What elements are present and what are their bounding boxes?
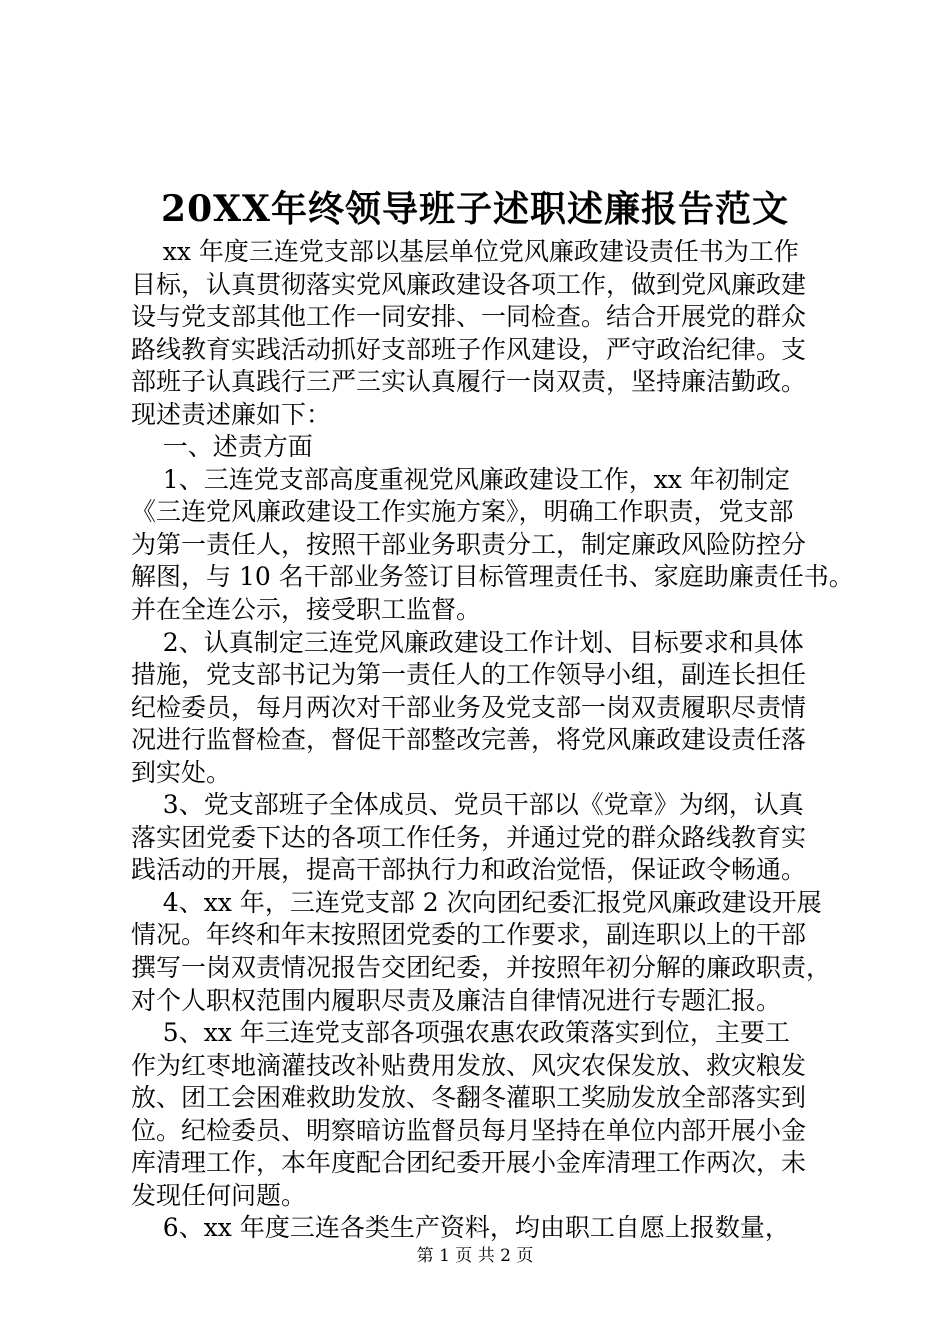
body-line: 4、xx 年，三连党支部 2 次向团纪委汇报党风廉政建设开展	[131, 887, 822, 917]
body-line: 现述责述廉如下：	[131, 399, 332, 429]
body-line: 并在全连公示，接受职工监督。	[131, 595, 482, 625]
body-line: 况进行监督检查，督促干部整改完善，将党风廉政建设责任落	[131, 725, 807, 755]
body-line: 目标，认真贯彻落实党风廉政建设各项工作，做到党风廉政建	[131, 269, 807, 299]
body-line: 3、党支部班子全体成员、党员干部以《党章》为纲，认真	[131, 790, 804, 820]
body-line: 作为红枣地滴灌技改补贴费用发放、风灾农保发放、救灾粮发	[131, 1050, 807, 1080]
body-line: xx 年度三连党支部以基层单位党风廉政建设责任书为工作	[131, 237, 799, 266]
body-line: 到实处。	[131, 757, 232, 787]
body-line: 部班子认真践行三严三实认真履行一岗双责，坚持廉洁勤政。	[131, 367, 807, 397]
document-body	[131, 236, 854, 1245]
body-line: 放、团工会困难救助发放、冬翻冬灌职工奖励发放全部落实到	[131, 1083, 807, 1113]
body-line: 1、三连党支部高度重视党风廉政建设工作，xx 年初制定	[131, 464, 790, 494]
body-line: 措施，党支部书记为第一责任人的工作领导小组，副连长担任	[131, 660, 807, 690]
body-line: 库清理工作，本年度配合团纪委开展小金库清理工作两次，未	[131, 1148, 807, 1178]
body-line: 解图，与 10 名干部业务签订目标管理责任书、家庭助廉责任书。	[131, 562, 854, 592]
body-line: 对个人职权范围内履职尽责及廉洁自律情况进行专题汇报。	[131, 985, 782, 1015]
body-line: 发现任何问题。	[131, 1180, 307, 1210]
body-line: 撰写一岗双责情况报告交团纪委，并按照年初分解的廉政职责，	[131, 953, 832, 983]
section-heading: 一、述责方面	[131, 432, 313, 462]
body-line: 6、xx 年度三连各类生产资料，均由职工自愿上报数量，	[131, 1213, 790, 1243]
body-line: 5、xx 年三连党支部各项强农惠农政策落实到位，主要工	[131, 1018, 790, 1048]
page-footer: 第 1 页 共 2 页	[416, 1246, 534, 1266]
body-line: 为第一责任人，按照干部业务职责分工，制定廉政风险防控分	[131, 529, 807, 559]
body-line: 践活动的开展，提高干部执行力和政治觉悟，保证政令畅通。	[131, 855, 807, 885]
body-line: 2、认真制定三连党风廉政建设工作计划、目标要求和具体	[131, 627, 804, 657]
body-line: 设与党支部其他工作一同安排、一同检查。结合开展党的群众	[131, 302, 807, 332]
body-line: 路线教育实践活动抓好支部班子作风建设，严守政治纪律。支	[131, 334, 807, 364]
body-line: 位。纪检委员、明察暗访监督员每月坚持在单位内部开展小金	[131, 1115, 807, 1145]
body-line: 《三连党风廉政建设工作实施方案》，明确工作职责，党支部	[131, 497, 794, 527]
body-line: 纪检委员，每月两次对干部业务及党支部一岗双责履职尽责情	[131, 692, 807, 722]
document-title: 20XX年终领导班子述职述廉报告范文	[161, 188, 789, 230]
body-line: 落实团党委下达的各项工作任务，并通过党的群众路线教育实	[131, 822, 807, 852]
body-line: 情况。年终和年末按照团党委的工作要求，副连职以上的干部	[131, 920, 807, 950]
